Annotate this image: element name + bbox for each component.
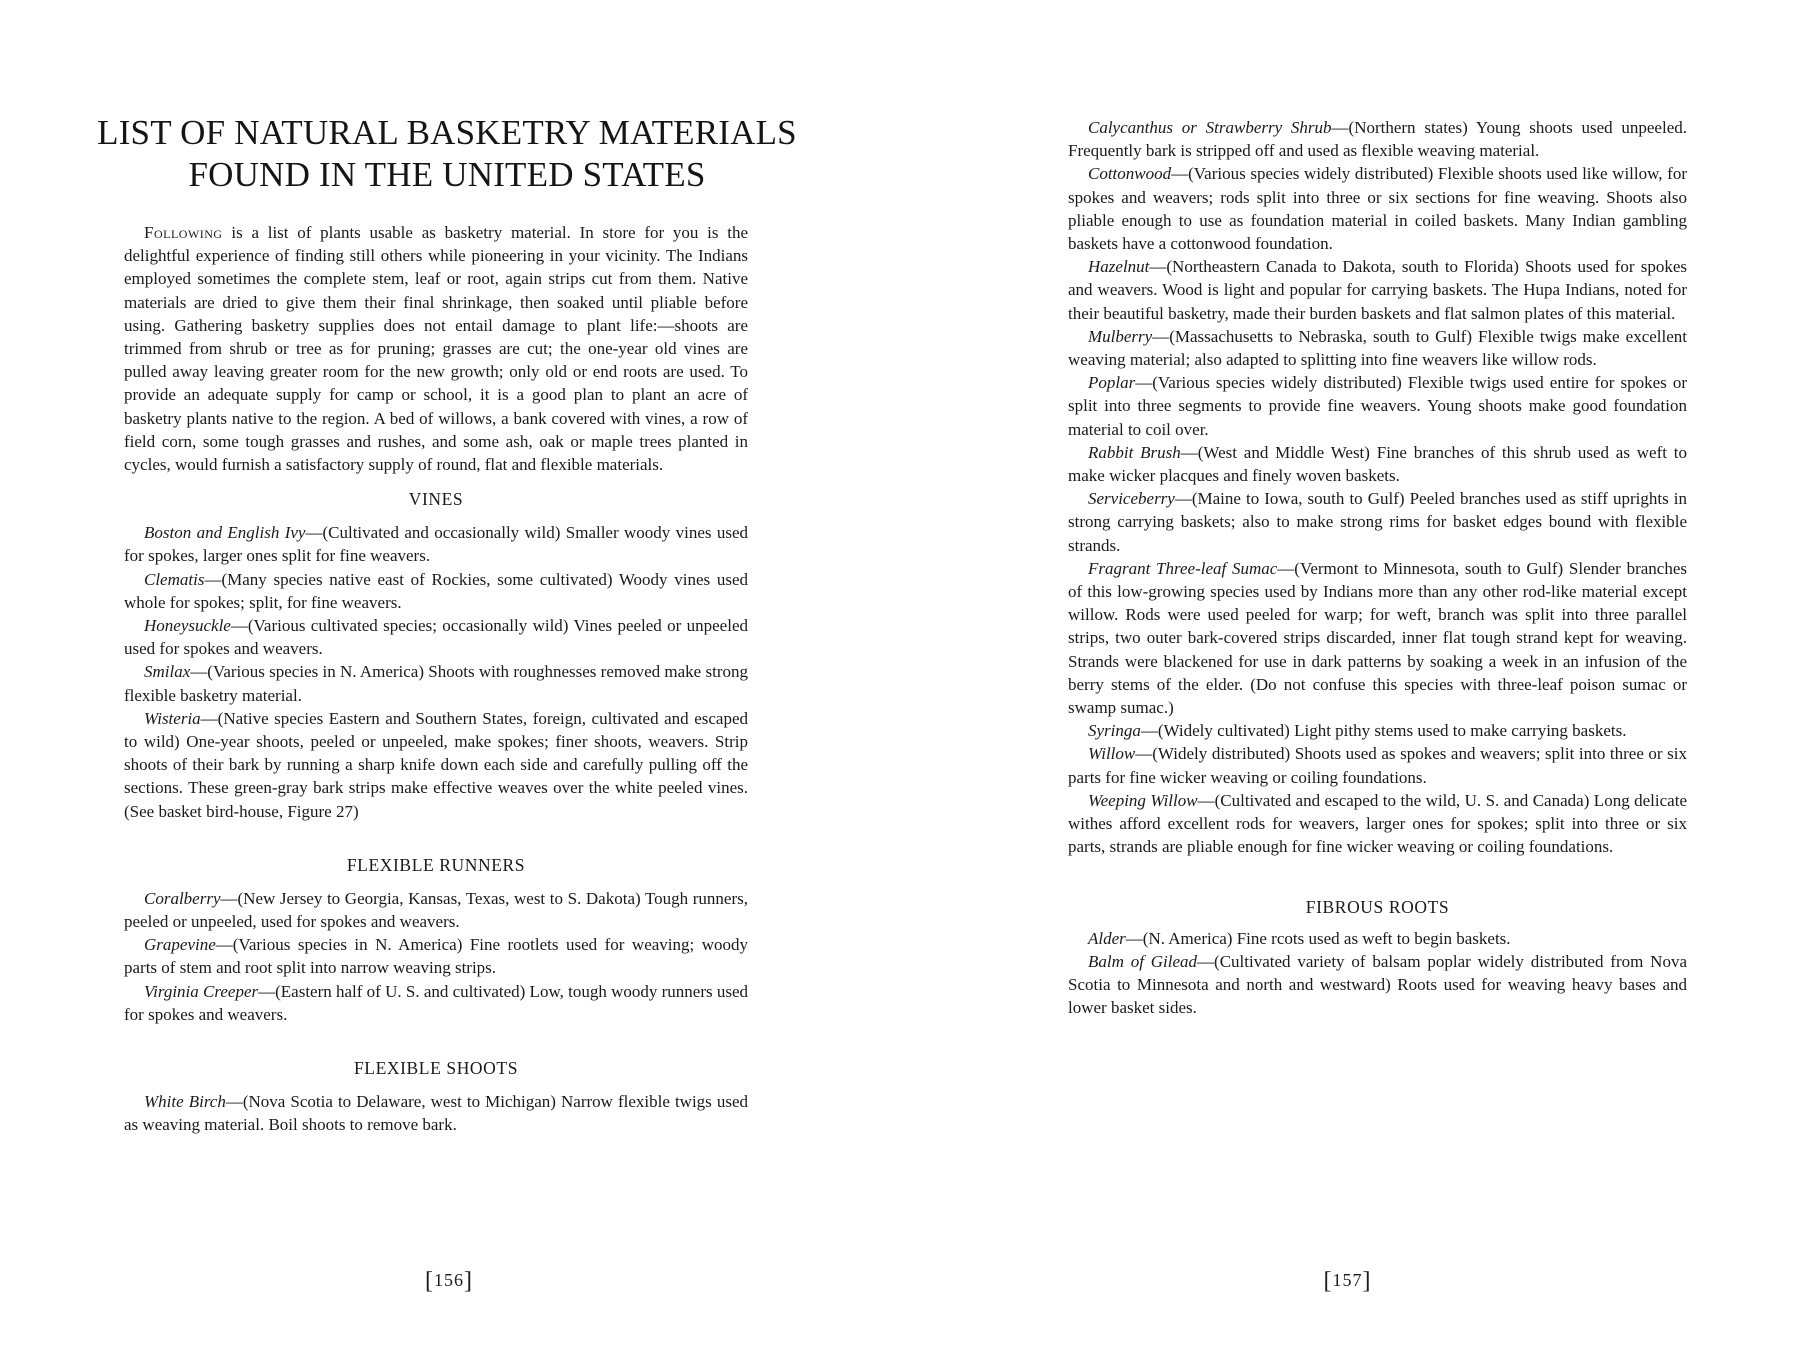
entry-virginia-creeper — [124, 980, 748, 1026]
entry-clematis — [124, 568, 748, 614]
page-number-right: [157] — [1323, 1268, 1372, 1294]
title-line-1: LIST OF NATURAL BASKETRY MATERIALS — [97, 113, 797, 152]
entry-term: Balm of Gilead — [1088, 951, 1198, 971]
entry-alder — [1068, 927, 1687, 950]
entry-text: —(Widely distributed) Shoots used as spokes and weavers; split into three or six parts for fine wicker weaving or coiling foundations. — [1068, 744, 1687, 787]
entry-term: Rabbit Brush — [1088, 442, 1181, 462]
entry-text: —(Northern states) Young shoots used unpeeled. Frequently bark is stripped off and used as flexible weaving material. — [1068, 118, 1687, 161]
entry-syringa — [1068, 719, 1687, 742]
entry-text: —(Cultivated variety of balsam poplar widely distributed from Nova Scotia to Minnesota and north and westward) Roots used for weaving heavy bases and lower basket sides. — [1068, 951, 1687, 1018]
entry-term: Hazelnut — [1088, 257, 1150, 277]
page-number-left: [156] — [425, 1268, 473, 1294]
entry-boston-ivy — [124, 521, 748, 567]
entry-term: Serviceberry — [1088, 489, 1175, 509]
entry-term: Poplar — [1088, 373, 1136, 393]
intro-lead: Following — [144, 223, 223, 242]
entry-text: —(Various species in N. America) Shoots with roughnesses removed make strong flexible basketry material. — [124, 662, 748, 705]
entry-term: Wisteria — [144, 708, 201, 728]
intro-paragraph — [124, 221, 748, 476]
entry-text: —(Various species in N. America) Fine rootlets used for weaving; woody parts of stem and root split into narrow weaving strips. — [124, 935, 748, 978]
page-number-value: 156 — [434, 1270, 464, 1290]
entry-term: Cottonwood — [1088, 164, 1172, 184]
entry-term: Smilax — [144, 662, 191, 682]
entry-serviceberry — [1068, 487, 1687, 557]
entry-text: —(Native species Eastern and Southern States, foreign, cultivated and escaped to wild) One-year shoots, peeled or unpeeled, make spokes; finer shoots, weavers. Strip shoots of their bark by running a sharp knife down each side and carefully pulling off the sections. These green-gray bark strips make effective weaves over the white peeled vines. (See basket bird-house, Figure 27) — [124, 708, 748, 821]
entry-text: —(Cultivated and occasionally wild) Smaller woody vines used for spokes, larger ones split for fine weavers. — [124, 523, 749, 566]
entry-poplar — [1068, 371, 1687, 441]
entry-text: —(Many species native east of Rockies, some cultivated) Woody vines used whole for spokes; split, for fine weavers. — [124, 569, 748, 612]
page-title — [96, 112, 798, 196]
entry-term: Clematis — [144, 569, 205, 589]
entry-balm-of-gilead — [1068, 950, 1687, 1020]
entry-text: —(Northeastern Canada to Dakota, south to Florida) Shoots used for spokes and weavers. Wood is light and popular for carrying baskets. The Hupa Indians, noted for their beautiful basketry, made their burden baskets and flat salmon plates of this material. — [1068, 257, 1687, 323]
entry-term: Alder — [1088, 928, 1126, 948]
entry-text: —(Vermont to Minnesota, south to Gulf) Slender branches of this low-growing species used by Indians more than any other rod-like material except willow. Rods were used peeled for warp; for weft, branch was split into three parallel strips, two outer bark-covered strips discarded, inner flat tough strand kept for weaving. Strands were blackened for use in dark patterns by soaking a week in an infusion of the berry stems of the elder. (Do not confuse this species with three-leaf poison sumac or swamp sumac.) — [1068, 558, 1687, 718]
entry-text: —(Widely cultivated) Light pithy stems used to make carrying baskets. — [1140, 721, 1627, 741]
entry-text: —(Eastern half of U. S. and cultivated) Low, tough woody runners used for spokes and weavers. — [124, 981, 749, 1024]
section-heading-flexible-shoots: FLEXIBLE SHOOTS — [353, 1058, 519, 1079]
entry-wisteria — [124, 707, 748, 823]
entry-term: White Birch — [144, 1092, 226, 1112]
entry-text: —(N. America) Fine rcots used as weft to begin baskets. — [1125, 928, 1511, 948]
entry-text: —(Various cultivated species; occasionally wild) Vines peeled or unpeeled used for spokes and weavers. — [124, 616, 748, 659]
entry-text: —(Nova Scotia to Delaware, west to Michigan) Narrow flexible twigs used as weaving material. Boil shoots to remove bark. — [124, 1092, 749, 1135]
entry-text: —(Massachusetts to Nebraska, south to Gulf) Flexible twigs make excellent weaving material; also adapted to splitting into fine weavers like willow rods. — [1068, 326, 1687, 370]
entry-grapevine — [124, 933, 748, 979]
right-column — [1068, 116, 1687, 1019]
entry-text: —(Maine to Iowa, south to Gulf) Peeled branches used as stiff uprights in strong carrying baskets; also to make strong rims for basket edges bound with flexible strands. — [1068, 489, 1687, 555]
entry-white-birch — [124, 1090, 748, 1136]
entry-mulberry — [1068, 325, 1687, 371]
entry-term: Willow — [1088, 744, 1136, 764]
entry-text: —(West and Middle West) Fine branches of this shrub used as weft to make wicker placques and finely woven baskets. — [1068, 442, 1687, 486]
entry-term: Mulberry — [1088, 326, 1153, 346]
entry-smilax — [124, 660, 748, 706]
entry-term: Boston and English Ivy — [144, 523, 306, 543]
entry-term: Weeping Willow — [1088, 790, 1198, 810]
entry-hazelnut — [1068, 255, 1687, 325]
entry-term: Fragrant Three-leaf Sumac — [1088, 558, 1278, 578]
entry-rabbit-brush — [1068, 441, 1687, 487]
entry-text: —(New Jersey to Georgia, Kansas, Texas, west to S. Dakota) Tough runners, peeled or unpeeled, used for spokes and weavers. — [124, 888, 748, 932]
entry-honeysuckle — [124, 614, 748, 660]
section-heading-fibrous-roots: FIBROUS ROOTS — [1305, 896, 1450, 917]
entry-term: Virginia Creeper — [144, 981, 259, 1001]
entry-coralberry — [124, 887, 748, 933]
section-heading-vines: VINES — [408, 489, 464, 510]
page-number-value: 157 — [1332, 1270, 1363, 1290]
entry-term: Honeysuckle — [144, 616, 231, 636]
entry-text: —(Various species widely distributed) Flexible shoots used like willow, for spokes and weavers; rods split into three or six sections for fine weaving. Shoots also pliable enough to use as foundation material in coiled baskets. Many Indian gambling baskets have a cottonwood foundation. — [1068, 164, 1687, 254]
right-page — [898, 0, 1797, 1346]
entry-cottonwood — [1068, 162, 1687, 255]
entry-term: Coralberry — [144, 888, 221, 908]
section-heading-flexible-runners: FLEXIBLE RUNNERS — [346, 854, 526, 875]
entry-calycanthus — [1068, 116, 1687, 162]
left-column — [124, 221, 748, 1137]
intro-text: is a list of plants usable as basketry material. In store for you is the delightful experience of finding still others while pioneering in your vicinity. The Indians employed sometimes the complete stem, leaf or root, again strips cut from them. Native materials are dried to give them their final shrinkage, then soaked until pliable before using. Gathering basketry supplies does not entail damage to plant life:—shoots are trimmed from shrub or tree as for pruning; grasses are cut; the one-year old vines are pulled away leaving greater room for the new growth; only old or end roots are used. To provide an adequate supply for camp or school, it is a good plan to plant an acre of basketry plants native to the region. A bed of willows, a bank covered with vines, a row of field corn, some tough grasses and rushes, and some ash, oak or maple trees planted in cycles, would furnish a satisfactory supply of round, flat and flexible materials. — [124, 223, 748, 475]
title-line-2: FOUND IN THE UNITED STATES — [188, 155, 706, 194]
entry-weeping-willow — [1068, 789, 1687, 859]
entry-text: —(Various species widely distributed) Flexible twigs used entire for spokes or split into three segments to provide fine weavers. Young shoots make good foundation material to coil over. — [1068, 373, 1687, 439]
entry-text: —(Cultivated and escaped to the wild, U. S. and Canada) Long delicate withes afford excellent rods for weavers, larger ones for spokes; split into three or six parts, strands are pliable enough for fine wicker weaving or coiling foundations. — [1068, 790, 1687, 857]
entry-term: Grapevine — [144, 935, 216, 955]
entry-term: Syringa — [1088, 721, 1141, 741]
entry-term: Calycanthus or Strawberry Shrub — [1088, 118, 1332, 137]
entry-fragrant-sumac — [1068, 557, 1687, 719]
entry-willow — [1068, 742, 1687, 788]
left-page — [0, 0, 898, 1346]
